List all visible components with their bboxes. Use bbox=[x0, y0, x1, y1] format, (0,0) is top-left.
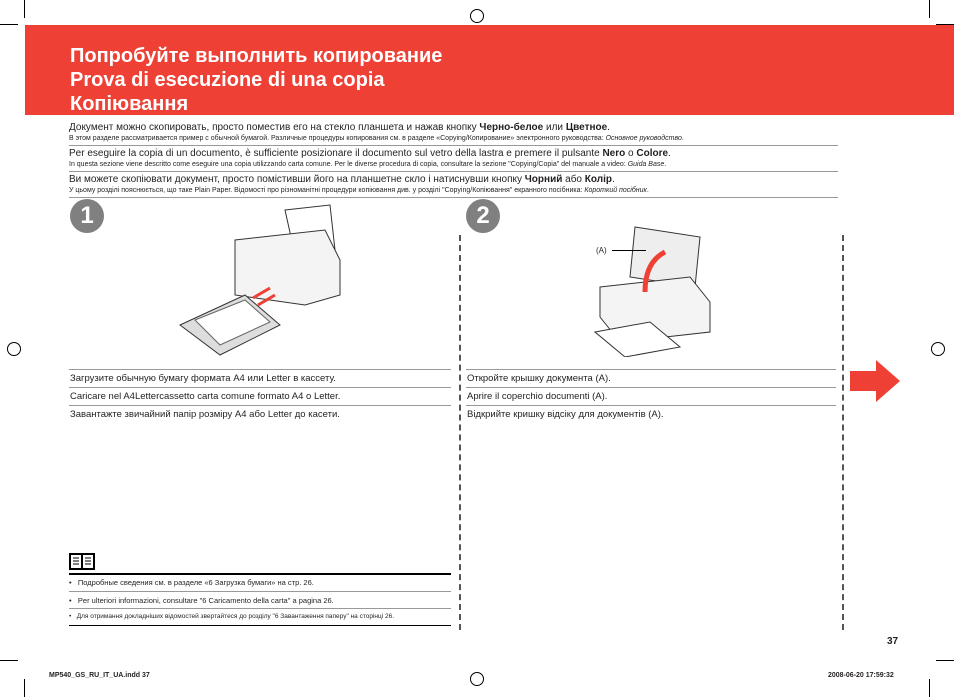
registration-mark bbox=[470, 9, 484, 23]
note-ua: • Для отримання докладніших відомостей звертайтеся до розділу "6 Завантаження паперу" на сторінці 26. bbox=[69, 613, 395, 620]
title-ru: Попробуйте выполнить копирование bbox=[70, 45, 443, 67]
note-ru: • Подробные сведения см. в разделе «6 Загрузка бумаги» на стр. 26. bbox=[69, 578, 314, 587]
footer-date: 2008-06-20 17:59:32 bbox=[828, 672, 894, 679]
note-it: • Per ulteriori informazioni, consultare "6 Caricamento della carta" a pagina 26. bbox=[69, 596, 334, 605]
intro-ru: Документ можно скопировать, просто поместив его на стекло планшета и нажав кнопку Черно-белое или Цветное. В этом разделе рассматривается пример с обычной бумагой. Различные процедуры копирования см. в разделе «Copying/Копирование» электронного руководства: Основное руководство. bbox=[69, 122, 684, 142]
manual-book-icon bbox=[69, 553, 95, 571]
footer-file: MP540_GS_RU_IT_UA.indd 37 bbox=[49, 672, 150, 679]
step-2-number: 2 bbox=[466, 199, 500, 233]
title-ua: Копіювання bbox=[70, 93, 189, 115]
step-1-it: Caricare nel A4Lettercassetto carta comune formato A4 o Letter. bbox=[70, 391, 341, 402]
step-2-ru: Откройте крышку документа (A). bbox=[467, 373, 611, 384]
step-1-ua: Завантажте звичайний папір розміру A4 або Letter до касети. bbox=[70, 409, 340, 420]
step-2-it: Aprire il coperchio documenti (A). bbox=[467, 391, 608, 402]
page-number: 37 bbox=[887, 636, 899, 647]
printer-open-cover-illustration bbox=[590, 222, 715, 357]
next-page-arrow-icon bbox=[850, 360, 900, 402]
registration-mark bbox=[470, 672, 484, 686]
step-1-ru: Загрузите обычную бумагу формата A4 или Letter в кассету. bbox=[70, 373, 336, 384]
intro-ua: Ви можете скопіювати документ, просто помістивши його на планшетне скло і натиснувши кнопку Чорний або Колір. У цьому розділі пояснюється, що таке Plain Paper. Відомості про різноманітні процедури копіювання див. у розділі "Copying/Копіювання" екранного посібника: Короткий посібник. bbox=[69, 174, 649, 194]
registration-mark bbox=[931, 342, 945, 356]
title-banner bbox=[25, 25, 954, 115]
printer-cassette-illustration bbox=[175, 200, 350, 360]
title-it: Prova di esecuzione di una copia bbox=[70, 69, 385, 91]
step-2-ua: Відкрийте кришку відсіку для документів (A). bbox=[467, 409, 664, 420]
label-a: (A) bbox=[596, 246, 607, 255]
registration-mark bbox=[7, 342, 21, 356]
intro-it: Per eseguire la copia di un documento, è sufficiente posizionare il documento sul vetro della lastra e premere il pulsante Nero o Colore. In questa sezione viene descritto come eseguire una copia utilizzando carta comune. Per le diverse procedura di copia, consultare la sezione "Copying/Copia" del manuale a video: Guida Base. bbox=[69, 148, 671, 168]
step-1-number: 1 bbox=[70, 199, 104, 233]
